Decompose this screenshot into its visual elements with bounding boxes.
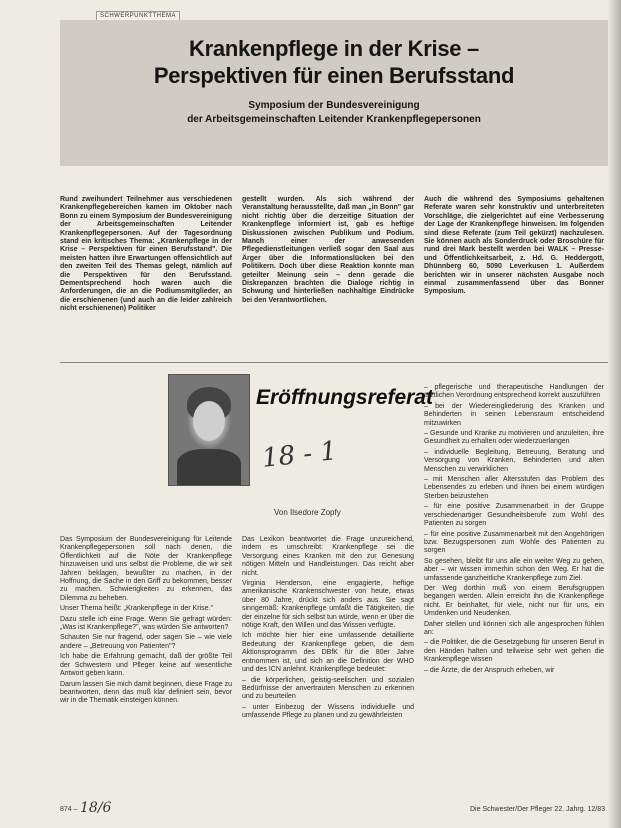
author-byline: Von Ilsedore Zopfy (274, 508, 341, 517)
body-paragraph: – die Politiker, die die Gesetzgebung für unseren Beruf in den Händen halten und teilweise sehr weit gehen die Krankenpflege wissen (424, 639, 604, 664)
intro-paragraph: Rund zweihundert Teilnehmer aus verschiedenen Krankenpflegebereichen kamen im Oktober nach Bonn zu einem Symposium der Bundesvereinigung der Arbeitsgemeinschaften Leitender Krankenpflegepersonen. Auf der Tagesordnung stand ein kritisches Thema: „Krankenpflege in der Krise – Perspektiven für einen Berufsstand". Die meisten hatten ihre Erwartungen offensichtlich auf den zweiten Teil des Themas gelegt, nämlich auf die Perspektiven für den Berufsstand. Dementsprechend hoch waren auch die Anforderungen, die an die Podiumsmitglieder, an die erschienenen (und auch an die leider zahlreich nicht erschienenen) Politiker (60, 196, 232, 313)
article-header (60, 20, 608, 166)
body-paragraph: – mit Menschen aller Altersstufen das Problem des Lebensendes zu erleben und ihnen bei einem würdigen Sterben beizustehen (424, 476, 604, 500)
body-paragraph: – die körperlichen, geistig-seelischen und sozialen Bedürfnisse der anvertrauten Menschen zu erkennen und zu beurteilen (242, 676, 414, 701)
article-subtitle-line1: Symposium der Bundesvereinigung (248, 100, 420, 111)
body-column-1 (60, 536, 232, 708)
intro-column-3 (424, 196, 604, 299)
body-paragraph: Das Lexikon beantwortet die Frage unzureichend, indem es umschreibt: Krankenpflege sei die Versorgung eines Kranken mit den zur Genesung nötigen Mitteln und Handleistungen. Das reicht aber nicht. (242, 536, 414, 577)
body-paragraph: – die Ärzte, die der Anspruch erheben, wir (424, 666, 555, 674)
body-paragraph: So gesehen, bleibt für uns alle ein weiter Weg zu gehen, aber – wir wissen immerhin schon den Weg. Er hat die umfassende ganzheitliche Krankenpflege zum Ziel. (424, 557, 604, 582)
body-paragraph: – pflegerische und therapeutische Handlungen der ärztlichen Verordnung entsprechend korrekt auszuführen (424, 384, 604, 400)
body-column-3 (424, 384, 604, 677)
body-paragraph: – individuelle Begleitung, Betreuung, Beratung und Versorgung von Kranken, Behinderten und alten Menschen zu verwirklichen (424, 448, 604, 473)
page-number: 874 – (60, 806, 78, 813)
intro-column-2 (242, 196, 414, 307)
body-paragraph: Ich habe die Erfahrung gemacht, daß der größte Teil der Schwestern und Pfleger keine auf wesentliche Antwort geben kann. (60, 653, 232, 678)
body-paragraph: – unter Einbezug der Wissens individuelle und umfassende Pflege zu planen und zu gewährleisten (242, 703, 414, 720)
author-photo (168, 374, 250, 486)
body-paragraph: – für eine positive Zusammenarbeit mit den Angehörigen bzw. Bezugspersonen zum Wohle des Patienten zu sorgen (424, 530, 604, 555)
section-title: Eröffnungsreferat (256, 386, 433, 409)
section-tag: SCHWERPUNKTTHEMA (96, 11, 180, 21)
body-paragraph: Das Symposium der Bundesvereinigung für Leitende Krankenpflegepersonen soll nach denen, die Öffentlichkeit auf die Nöte der Krankenpflege hinzuweisen und uns selbst die Probleme, die wir seit Jahren beklagen, bewußter zu machen, in der Hoffnung, die Sache in den Griff zu bekommen, besser zu machen. Schwierigkeiten zu erkennen, das Dilemma zu beheben. (60, 536, 232, 602)
intro-paragraph: Auch die während des Symposiums gehaltenen Referate waren sehr konstruktiv und unterbreiteten Vorschläge, die zielgerichtet auf eine Verbesserung der Lage der Krankenpflege hinweisen. Im folgenden sind diese Referate (zum Teil gekürzt) nachzulesen. Sie können auch als Sonderdruck oder Broschüre für rund drei Mark bestellt werden bei WALK – Presse- und Öffentlichkeitsarbeit, z. Hd. G. Heddergott, Dhünnberg 60, 5090 Leverkusen 1. Außerdem berichten wir in unserer nächsten Ausgabe noch einmal zusammenfassend über das Bonner Symposium. (424, 196, 604, 296)
body-paragraph: – Gesunde und Kranke zu motivieren und anzuleiten, ihre Gesundheit zu erhalten oder wiederzuerlangen (424, 430, 604, 446)
body-paragraph: – bei der Wiedereingliederung des Kranken und Behinderten in seinen Lebensraum entscheidend mitzuwirken (424, 402, 604, 427)
journal-footer: Die Schwester/Der Pfleger 22. Jahrg. 12/83 (470, 806, 606, 813)
body-column-2 (242, 536, 414, 723)
article-title-line1: Krankenpflege in der Krise – (189, 36, 479, 61)
body-paragraph: Unser Thema heißt: „Krankenpflege in der Krise." (60, 605, 213, 613)
photo-body (177, 449, 241, 485)
divider (60, 362, 608, 363)
page-edge-shadow (607, 0, 621, 828)
body-paragraph: Daher stellen und können sich alle angesprochen fühlen an: (424, 620, 604, 636)
article-subtitle-line2: der Arbeitsgemeinschaften Leitender Krankenpflegepersonen (187, 114, 481, 125)
body-paragraph: Virginia Henderson, eine engagierte, heftige amerikanische Krankenschwester von heute, etwas über 80 Jahre, drückt sich anders aus. Sie sagt sinngemäß: Krankenpflege umfaßt die Tätigkeiten, die der einzelne für sich selbst tun würde, wenn er über die nötige Kraft, den Willen und das Wissen verfügte. (242, 580, 414, 630)
intro-column-1 (60, 196, 232, 316)
intro-paragraph: gestellt wurden. Als sich während der Veranstaltung herausstellte, daß man „in Bonn" gar nicht richtig über die derzeitige Situation der Krankenpflege informiert ist, gab es heftige Diskussionen zwischen Publikum und Podium. Manch einer der anwesenden Pflegedienstleitungen verließ sogar den Saal aus Ärger über die Informationslücken bei den Politikern. Doch über diese Reaktion konnte man geteilter Meinung sein – denn gerade die Diskrepanzen brachten die Dialoge richtig in Schwung und hinterließen nachhaltige Eindrücke bei den Verantwortlichen. (242, 196, 414, 304)
handwritten-page-note: 18/6 (80, 800, 112, 816)
body-paragraph: – für eine positive Zusammenarbeit in der Gruppe verschiedenartiger Gesundheitsberufe zum Wohl des Patienten zu sorgen (424, 503, 604, 528)
photo-face (193, 401, 225, 441)
body-paragraph: Ich möchte hier hier eine umfassende detaillierte Bedeutung der Krankenpflege geben, die dem Aktionsprogramm des DBfK für die 80er Jahre entnommen ist, und sich an die Definition der WHO und des ICN anlehnt. Krankenpflege bedeutet: (242, 632, 414, 674)
body-paragraph: Darum lassen Sie mich damit beginnen, diese Frage zu beantworten, denn das muß klar definiert sein, bevor wir in die Thematik einsteigen können. (60, 680, 232, 705)
article-title-line2: Perspektiven für einen Berufsstand (153, 63, 515, 88)
body-paragraph: Schauten Sie nur fragend, oder sagen Sie – wie viele andere – „Betreuung von Patienten"? (60, 634, 232, 650)
body-paragraph: Der Weg dorthin muß von einem Berufsgruppen begangen werden. Allein erreicht ihn die Krankenpflege nicht. Er beinhaltet, für viele, nicht nur für uns, ein Umdenken und Neudenken. (424, 584, 604, 618)
body-paragraph: Dazu stelle ich eine Frage. Wenn Sie gefragt würden: „Was ist Krankenpflege?", was würden Sie antworten? (60, 615, 232, 632)
handwritten-note: 18 - 1 (260, 436, 339, 474)
